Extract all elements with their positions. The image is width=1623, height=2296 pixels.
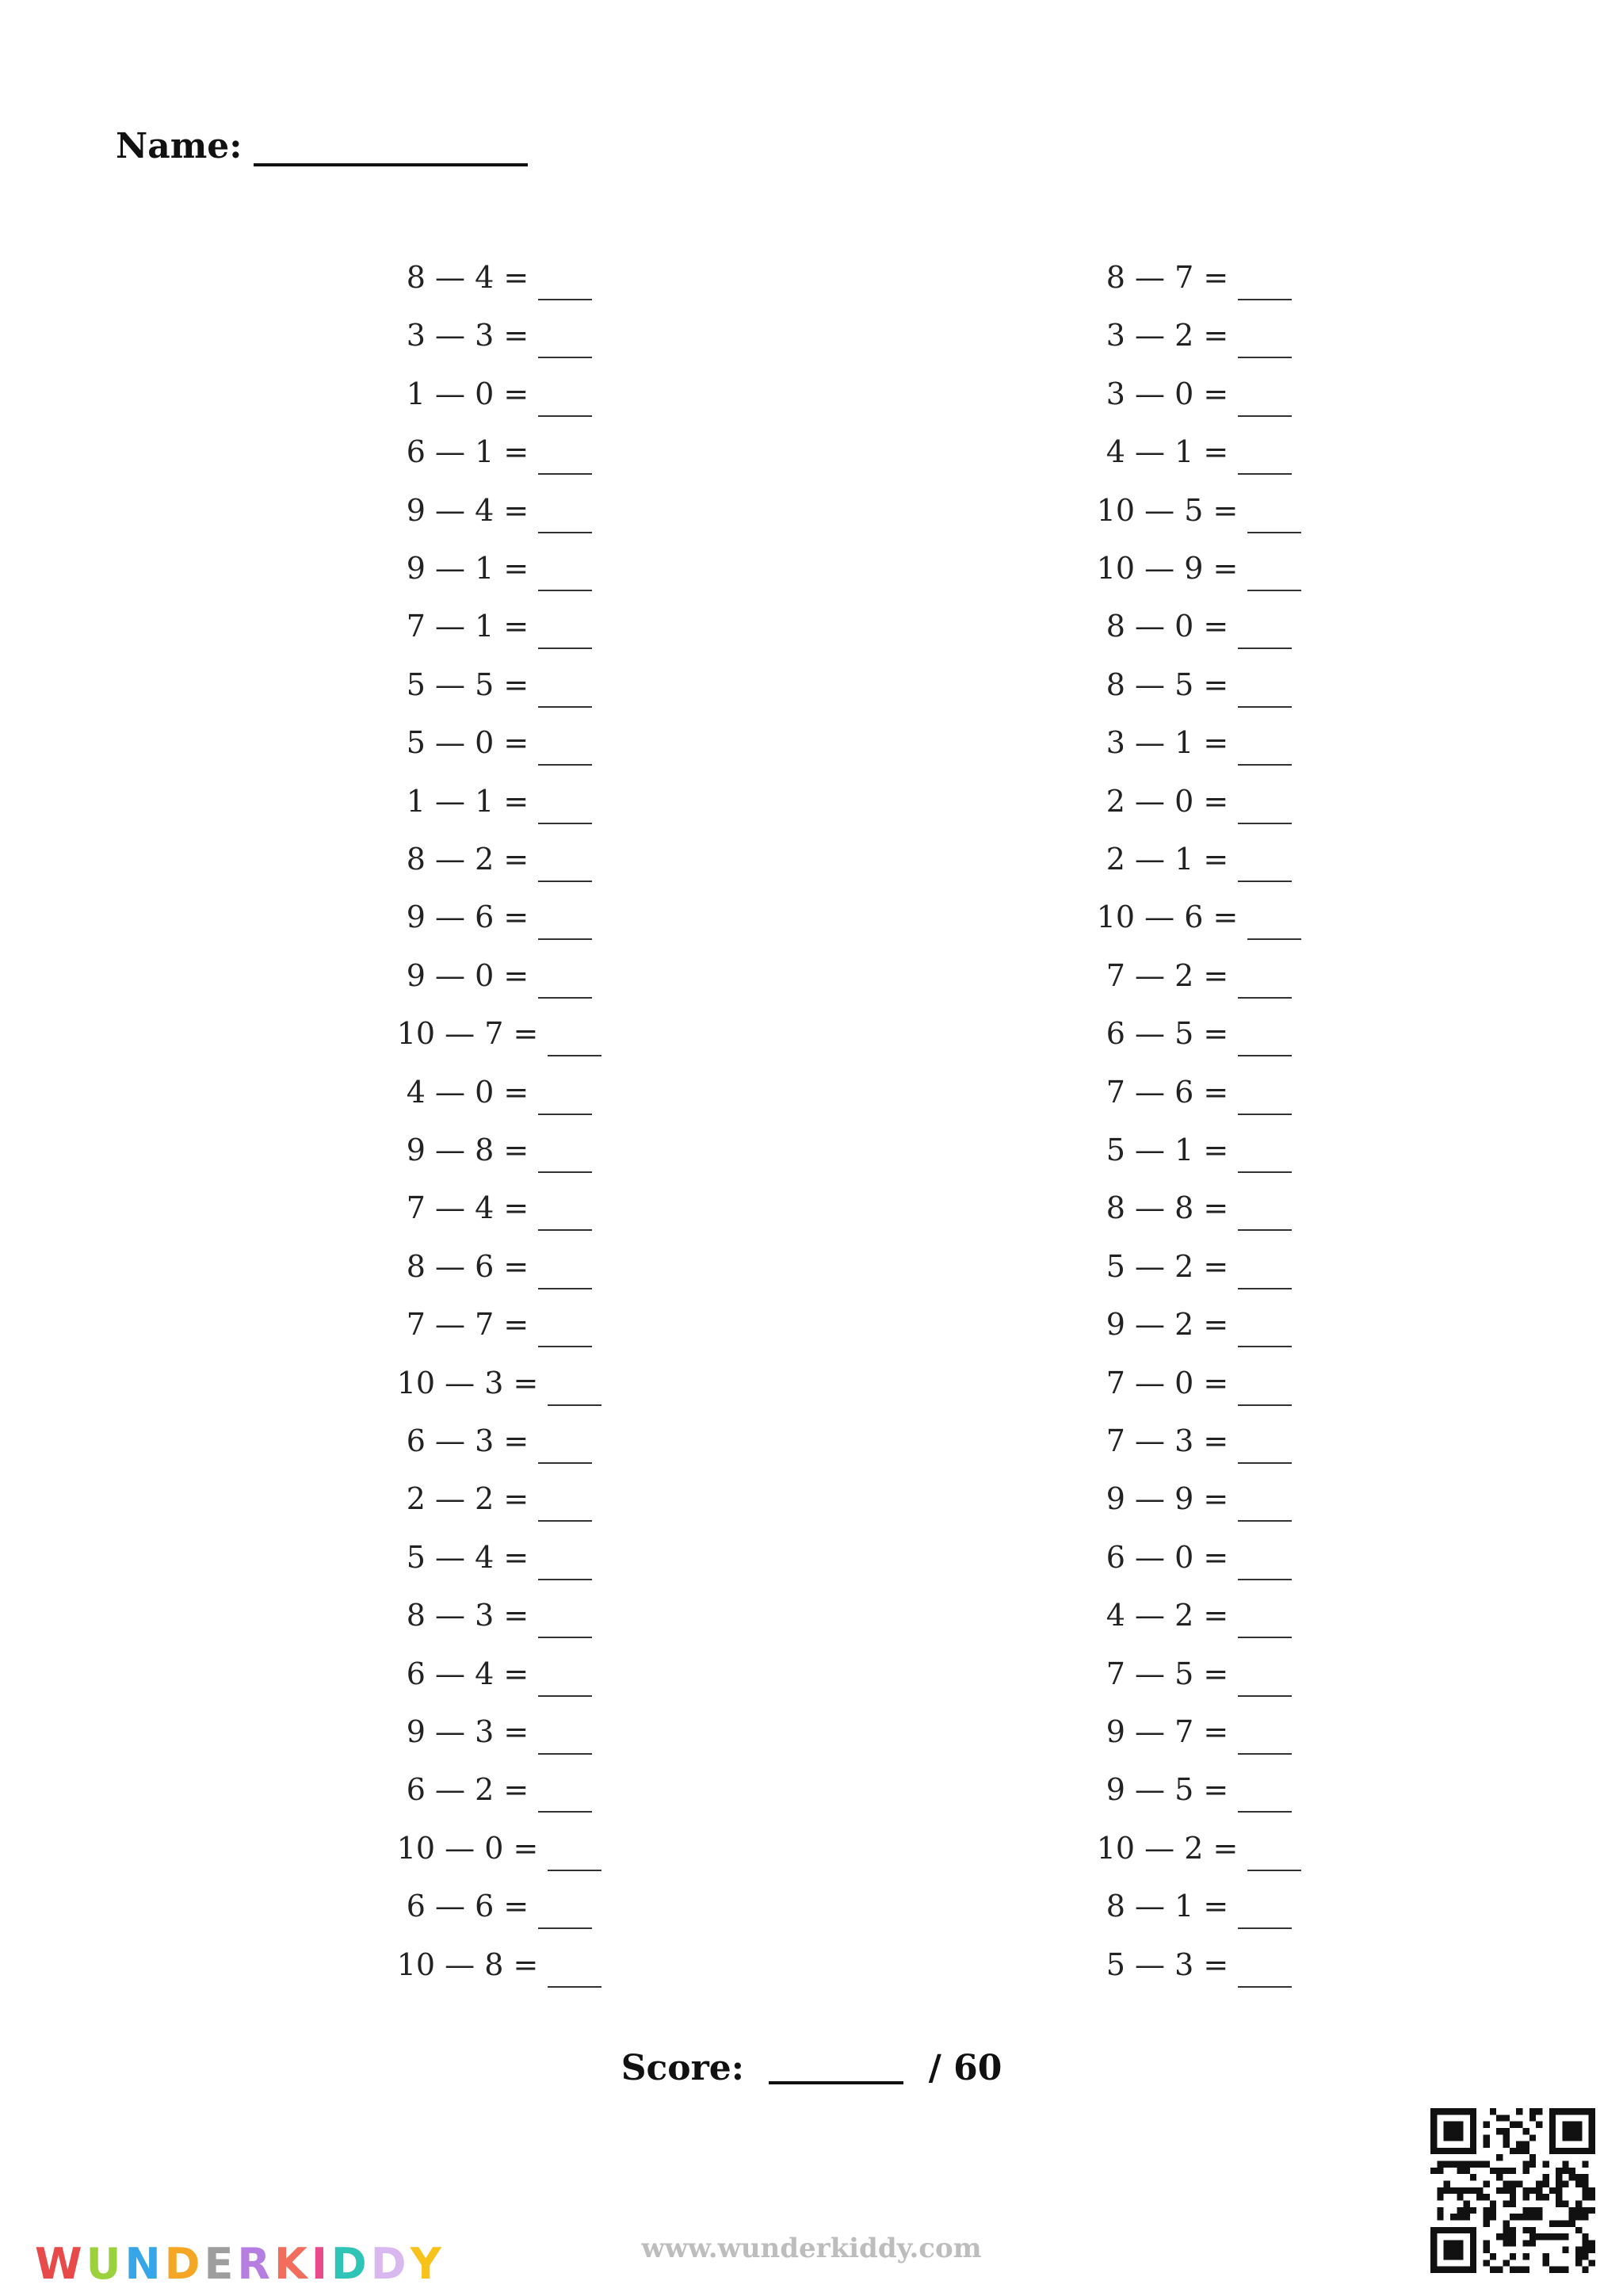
problem-item	[1064, 1359, 1334, 1407]
problem-text: 10 — 0 =	[396, 1830, 539, 1866]
problem-item	[1064, 1534, 1334, 1581]
problem-item	[365, 1941, 634, 1988]
problem-item	[1064, 719, 1334, 766]
logo-letter: I	[311, 2239, 327, 2289]
logo-letter: E	[204, 2239, 234, 2289]
answer-blank[interactable]	[548, 1026, 601, 1056]
problem-text: 9 — 3 =	[406, 1714, 529, 1749]
answer-blank[interactable]	[538, 678, 592, 708]
logo-letter: D	[164, 2239, 200, 2289]
problem-text: 8 — 3 =	[406, 1598, 529, 1633]
problem-text: 6 — 1 =	[406, 434, 529, 470]
answer-blank[interactable]	[538, 387, 592, 417]
problem-item	[365, 1243, 634, 1290]
problem-text: 7 — 6 =	[1106, 1074, 1229, 1110]
problem-text: 9 — 1 =	[406, 551, 529, 586]
problem-text: 8 — 4 =	[406, 260, 529, 295]
problem-text: 6 — 5 =	[1106, 1016, 1229, 1052]
problem-text: 8 — 8 =	[1106, 1190, 1229, 1226]
problem-text: 9 — 5 =	[1106, 1772, 1229, 1808]
logo-letter: D	[330, 2239, 367, 2289]
logo-letter: Y	[410, 2239, 441, 2289]
problem-item	[365, 1359, 634, 1407]
problem-text: 9 — 2 =	[1106, 1307, 1229, 1343]
problem-text: 7 — 1 =	[406, 609, 529, 644]
problem-text: 5 — 1 =	[1106, 1133, 1229, 1167]
problem-text: 6 — 4 =	[406, 1656, 529, 1691]
problem-item	[365, 1708, 634, 1755]
answer-blank[interactable]	[538, 1492, 592, 1522]
answer-blank[interactable]	[1238, 1958, 1292, 1988]
problem-item	[365, 1475, 634, 1522]
answer-blank[interactable]	[538, 968, 592, 999]
problem-text: 4 — 1 =	[1106, 434, 1229, 470]
problem-item	[365, 370, 634, 418]
problem-text: 10 — 6 =	[1096, 900, 1239, 935]
answer-blank[interactable]	[1238, 735, 1292, 766]
problem-text: 6 — 2 =	[406, 1772, 529, 1808]
logo-letter: D	[370, 2239, 407, 2289]
problem-text: 8 — 1 =	[1106, 1889, 1229, 1924]
answer-blank[interactable]	[538, 1550, 592, 1580]
problem-text: 7 — 7 =	[406, 1307, 529, 1343]
problem-text: 3 — 0 =	[1106, 376, 1229, 411]
answer-blank[interactable]	[1238, 1550, 1292, 1580]
answer-blank[interactable]	[1247, 561, 1301, 591]
answer-blank[interactable]	[1238, 270, 1292, 300]
problem-text: 3 — 3 =	[406, 318, 529, 353]
problem-item	[1064, 544, 1334, 592]
answer-blank[interactable]	[1238, 1317, 1292, 1347]
logo-letter: R	[237, 2239, 270, 2289]
problem-text: 10 — 9 =	[1096, 551, 1239, 586]
logo-letter: K	[273, 2239, 307, 2289]
answer-blank[interactable]	[1238, 1782, 1292, 1813]
problem-text: 10 — 2 =	[1096, 1830, 1239, 1866]
answer-blank[interactable]	[1238, 852, 1292, 882]
answer-blank[interactable]	[1238, 678, 1292, 708]
answer-blank[interactable]	[538, 445, 592, 475]
problem-item	[365, 835, 634, 883]
problem-text: 10 — 8 =	[396, 1946, 539, 1982]
answer-blank[interactable]	[1238, 1899, 1292, 1929]
problem-item	[365, 893, 634, 941]
problem-text: 2 — 1 =	[1106, 842, 1229, 877]
problem-item	[365, 1417, 634, 1465]
answer-blank[interactable]	[538, 1899, 592, 1929]
problem-text: 9 — 9 =	[1106, 1481, 1229, 1517]
answer-blank[interactable]	[538, 1667, 592, 1697]
answer-blank[interactable]	[538, 619, 592, 649]
problem-item	[1064, 1824, 1334, 1872]
answer-blank[interactable]	[538, 561, 592, 591]
answer-blank[interactable]	[538, 735, 592, 766]
problem-text: 5 — 2 =	[1106, 1248, 1229, 1284]
problem-item	[1064, 1591, 1334, 1639]
answer-blank[interactable]	[538, 1608, 592, 1638]
problem-text: 7 — 4 =	[406, 1190, 529, 1226]
problem-item	[365, 1068, 634, 1116]
problem-item	[1064, 1010, 1334, 1057]
problem-text: 9 — 8 =	[406, 1133, 529, 1167]
answer-blank[interactable]	[1238, 1376, 1292, 1406]
problem-item	[365, 777, 634, 825]
answer-blank[interactable]	[548, 1841, 601, 1871]
problem-text: 2 — 0 =	[1106, 783, 1229, 819]
problem-item	[1064, 370, 1334, 418]
name-input-line[interactable]	[254, 124, 528, 166]
problem-item	[365, 1824, 634, 1872]
answer-blank[interactable]	[538, 794, 592, 824]
answer-blank[interactable]	[538, 1201, 592, 1231]
answer-blank[interactable]	[538, 270, 592, 300]
answer-blank[interactable]	[538, 1085, 592, 1115]
answer-blank[interactable]	[1238, 968, 1292, 999]
problem-item	[365, 254, 634, 301]
problem-item	[1064, 1708, 1334, 1755]
answer-blank[interactable]	[548, 1958, 601, 1988]
problem-text: 10 — 3 =	[396, 1365, 539, 1400]
problem-text: 9 — 6 =	[406, 900, 529, 935]
problem-text: 1 — 0 =	[406, 376, 529, 411]
answer-blank[interactable]	[1238, 1492, 1292, 1522]
problem-item	[1064, 1766, 1334, 1813]
problem-text: 8 — 2 =	[406, 842, 529, 877]
problem-item	[1064, 835, 1334, 883]
problem-item	[1064, 254, 1334, 301]
problem-item	[1064, 1243, 1334, 1290]
problem-text: 6 — 0 =	[1106, 1539, 1229, 1575]
problem-item	[1064, 1475, 1334, 1522]
problem-item	[365, 1184, 634, 1232]
answer-blank[interactable]	[1238, 1143, 1292, 1173]
problem-text: 7 — 5 =	[1106, 1656, 1229, 1691]
answer-blank[interactable]	[1238, 445, 1292, 475]
problem-item	[365, 1010, 634, 1057]
answer-blank[interactable]	[538, 852, 592, 882]
problem-item	[1064, 428, 1334, 476]
answer-blank[interactable]	[538, 1434, 592, 1464]
problem-text: 7 — 0 =	[1106, 1365, 1229, 1400]
problem-item	[1064, 1417, 1334, 1465]
answer-blank[interactable]	[1238, 794, 1292, 824]
problem-item	[365, 428, 634, 476]
answer-blank[interactable]	[1238, 1667, 1292, 1697]
qr-code-icon	[1430, 2108, 1595, 2273]
problem-text: 5 — 0 =	[406, 725, 529, 761]
score-total: / 60	[928, 2048, 1002, 2088]
answer-blank[interactable]	[1238, 1259, 1292, 1289]
problem-text: 5 — 4 =	[406, 1539, 529, 1575]
answer-blank[interactable]	[1238, 387, 1292, 417]
problem-text: 8 — 7 =	[1106, 260, 1229, 295]
problem-item	[1064, 893, 1334, 941]
problem-item	[365, 952, 634, 999]
problem-item	[365, 1650, 634, 1698]
answer-blank[interactable]	[538, 328, 592, 358]
logo-letter: W	[35, 2239, 82, 2289]
answer-blank[interactable]	[538, 1725, 592, 1755]
answer-blank[interactable]	[1238, 1608, 1292, 1638]
problem-text: 3 — 1 =	[1106, 725, 1229, 761]
problem-text: 3 — 2 =	[1106, 318, 1229, 353]
problem-item	[1064, 1650, 1334, 1698]
problem-item	[1064, 1068, 1334, 1116]
answer-blank[interactable]	[1238, 1725, 1292, 1755]
problem-item	[365, 544, 634, 592]
problem-text: 4 — 0 =	[406, 1074, 529, 1110]
problem-text: 9 — 7 =	[1106, 1714, 1229, 1749]
answer-blank[interactable]	[1238, 1434, 1292, 1464]
problem-item	[1064, 1882, 1334, 1930]
score-label: Score:	[621, 2048, 745, 2088]
problem-item	[1064, 1184, 1334, 1232]
answer-blank[interactable]	[1238, 1026, 1292, 1056]
problem-item	[1064, 1301, 1334, 1348]
problem-text: 5 — 5 =	[406, 667, 529, 702]
problem-text: 4 — 2 =	[1106, 1598, 1229, 1633]
answer-blank[interactable]	[538, 1782, 592, 1813]
logo-letter: U	[86, 2239, 121, 2289]
problem-item	[365, 719, 634, 766]
score-input-line[interactable]	[769, 2050, 903, 2084]
problem-item	[1064, 777, 1334, 825]
problem-item	[1064, 661, 1334, 709]
answer-blank[interactable]	[1247, 1841, 1301, 1871]
problem-item	[1064, 1941, 1334, 1988]
answer-blank[interactable]	[538, 503, 592, 533]
problem-text: 10 — 5 =	[1096, 492, 1239, 528]
website-url: www.wunderkiddy.com	[641, 2233, 982, 2264]
answer-blank[interactable]	[538, 1317, 592, 1347]
problem-item	[365, 1534, 634, 1581]
problem-item	[1064, 952, 1334, 999]
problem-item	[365, 1126, 634, 1174]
problem-item	[1064, 487, 1334, 534]
name-field-row	[116, 124, 528, 166]
problem-item	[365, 487, 634, 534]
problem-text: 1 — 1 =	[406, 783, 529, 819]
problem-item	[365, 1882, 634, 1930]
problem-item	[1064, 602, 1334, 650]
problem-text: 9 — 0 =	[406, 957, 529, 993]
problem-item	[1064, 311, 1334, 359]
problem-text: 9 — 4 =	[406, 492, 529, 528]
problem-text: 6 — 3 =	[406, 1423, 529, 1458]
problem-text: 8 — 5 =	[1106, 667, 1229, 702]
problem-text: 6 — 6 =	[406, 1889, 529, 1924]
problem-item	[365, 1301, 634, 1348]
answer-blank[interactable]	[1238, 619, 1292, 649]
problem-item	[1064, 1126, 1334, 1174]
answer-blank[interactable]	[538, 1143, 592, 1173]
answer-blank[interactable]	[1247, 503, 1301, 533]
name-label: Name:	[116, 126, 242, 166]
answer-blank[interactable]	[538, 910, 592, 940]
problem-text: 10 — 7 =	[396, 1016, 539, 1052]
score-row	[0, 2045, 1623, 2088]
problem-text: 7 — 3 =	[1106, 1423, 1229, 1458]
answer-blank[interactable]	[1247, 910, 1301, 940]
problem-item	[365, 602, 634, 650]
problem-item	[365, 661, 634, 709]
problem-text: 7 — 2 =	[1106, 957, 1229, 993]
problem-text: 2 — 2 =	[406, 1481, 529, 1517]
problem-text: 8 — 0 =	[1106, 609, 1229, 644]
problem-item	[365, 1591, 634, 1639]
answer-blank[interactable]	[548, 1376, 601, 1406]
problem-item	[365, 1766, 634, 1813]
problem-text: 8 — 6 =	[406, 1248, 529, 1284]
problem-text: 5 — 3 =	[1106, 1946, 1229, 1982]
answer-blank[interactable]	[538, 1259, 592, 1289]
answer-blank[interactable]	[1238, 328, 1292, 358]
answer-blank[interactable]	[1238, 1201, 1292, 1231]
logo-letter: N	[124, 2239, 161, 2289]
problem-item	[365, 311, 634, 359]
answer-blank[interactable]	[1238, 1085, 1292, 1115]
